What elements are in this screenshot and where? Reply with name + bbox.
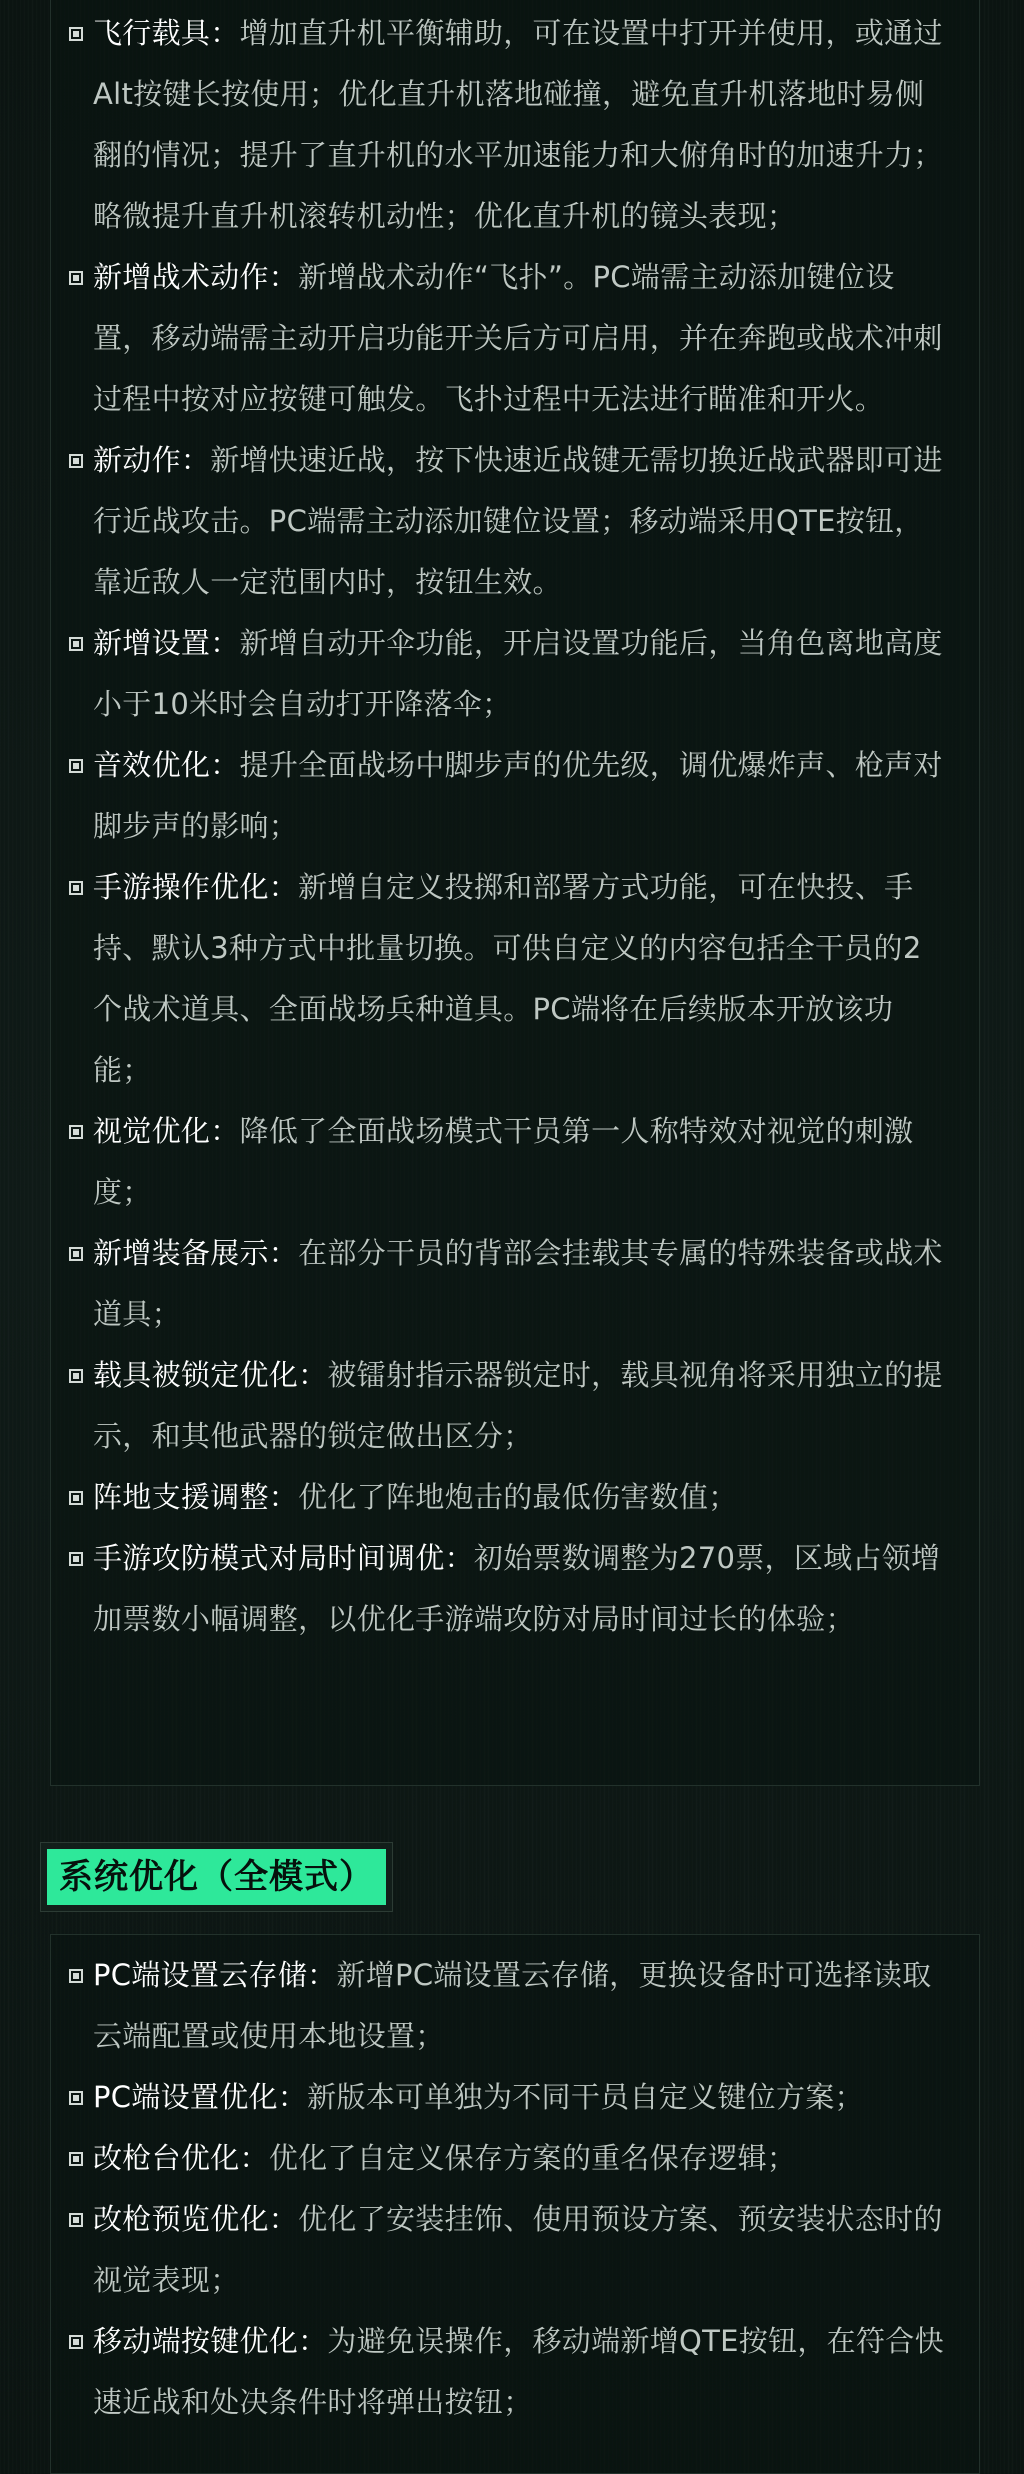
square-bullet-icon [69,1247,83,1261]
square-bullet-icon [69,1125,83,1139]
item-label: 新增装备展示： [93,1236,299,1270]
section-heading-frame [40,1842,393,1912]
square-bullet-icon [69,1369,83,1383]
square-bullet-icon [69,2152,83,2166]
list-item [51,3,979,247]
square-bullet-icon [69,2091,83,2105]
item-text: 优化了自定义保存方案的重名保存逻辑； [268,2141,797,2175]
square-bullet-icon [69,2213,83,2227]
item-text: 新增自动开伞功能，开启设置功能后，当角色离地高度小于10米时会自动打开降落伞； [93,626,943,721]
patch-notes-list [51,0,979,1650]
list-item [51,735,979,857]
list-item [51,1345,979,1467]
list-item [51,1223,979,1345]
item-text: 新增快速近战，按下快速近战键无需切换近战武器即可进行近战攻击。PC端需主动添加键位设置；移动端采用QTE按钮，靠近敌人一定范围内时，按钮生效。 [93,443,943,599]
item-label: 手游攻防模式对局时间调优： [93,1541,474,1575]
item-label: 新增设置： [93,626,240,660]
square-bullet-icon [69,454,83,468]
square-bullet-icon [69,759,83,773]
item-text: 增加直升机平衡辅助，可在设置中打开并使用，或通过Alt按键长按使用；优化直升机落地碰撞，避免直升机落地时易侧翻的情况；提升了直升机的水平加速能力和大俯角时的加速升力；略微提升直升机滚转机动性；优化直升机的镜头表现； [93,16,943,233]
square-bullet-icon [69,27,83,41]
item-text: 新增PC端设置云存储，更换设备时可选择读取云端配置或使用本地设置； [93,1958,932,2053]
item-text: 降低了全面战场模式干员第一人称特效对视觉的刺激度； [93,1114,914,1209]
item-label: 飞行载具： [93,16,240,50]
item-label: 音效优化： [93,748,240,782]
list-item [51,613,979,735]
list-item [51,2189,979,2311]
item-label: 改枪预览优化： [93,2202,299,2236]
item-label: 新增战术动作： [93,260,299,294]
list-item [51,1528,979,1650]
square-bullet-icon [69,637,83,651]
square-bullet-icon [69,1491,83,1505]
item-label: 阵地支援调整： [93,1480,299,1514]
item-label: 载具被锁定优化： [93,1358,328,1392]
item-text: 新增战术动作“飞扑”。PC端需主动添加键位设置，移动端需主动开启功能开关后方可启用，并在奔跑或战术冲刺过程中按对应按键可触发。飞扑过程中无法进行瞄准和开火。 [93,260,943,416]
item-label: PC端设置云存储： [93,1958,337,1992]
list-item [51,2128,979,2189]
list-item [51,430,979,613]
square-bullet-icon [69,271,83,285]
list-item [51,1101,979,1223]
list-item [51,2311,979,2433]
item-text: 初始票数调整为270票，区域占领增加票数小幅调整，以优化手游端攻防对局时间过长的体验； [93,1541,941,1636]
item-label: 新动作： [93,443,211,477]
item-label: 改枪台优化： [93,2141,269,2175]
square-bullet-icon [69,881,83,895]
item-label: 手游操作优化： [93,870,299,904]
item-text: 优化了安装挂饰、使用预设方案、预安装状态时的视觉表现； [93,2202,943,2297]
item-label: 视觉优化： [93,1114,240,1148]
item-label: PC端设置优化： [93,2080,308,2114]
list-item [51,247,979,430]
square-bullet-icon [69,1969,83,1983]
item-text: 在部分干员的背部会挂载其专属的特殊装备或战术道具； [93,1236,943,1331]
list-item [51,857,979,1101]
square-bullet-icon [69,1552,83,1566]
item-label: 移动端按键优化： [93,2324,328,2358]
square-bullet-icon [69,2335,83,2349]
list-item [51,1467,979,1528]
item-text: 被镭射指示器锁定时，载具视角将采用独立的提示，和其他武器的锁定做出区分； [93,1358,943,1453]
patch-notes-list [51,1935,979,2433]
list-item [51,2067,979,2128]
section-heading-system-optimization: 系统优化（全模式） [47,1849,386,1905]
list-item [51,1945,979,2067]
item-text: 优化了阵地炮击的最低伤害数值； [298,1480,738,1514]
patch-notes-panel-system [50,1934,980,2474]
patch-notes-panel-gameplay [50,0,980,1786]
item-text: 为避免误操作，移动端新增QTE按钮，在符合快速近战和处决条件时将弹出按钮； [93,2324,944,2419]
item-text: 新版本可单独为不同干员自定义键位方案； [307,2080,864,2114]
item-text: 提升全面战场中脚步声的优先级，调优爆炸声、枪声对脚步声的影响； [93,748,943,843]
item-text: 新增自定义投掷和部署方式功能，可在快投、手持、默认3种方式中批量切换。可供自定义的内容包括全干员的2个战术道具、全面战场兵种道具。PC端将在后续版本开放该功能； [93,870,922,1087]
